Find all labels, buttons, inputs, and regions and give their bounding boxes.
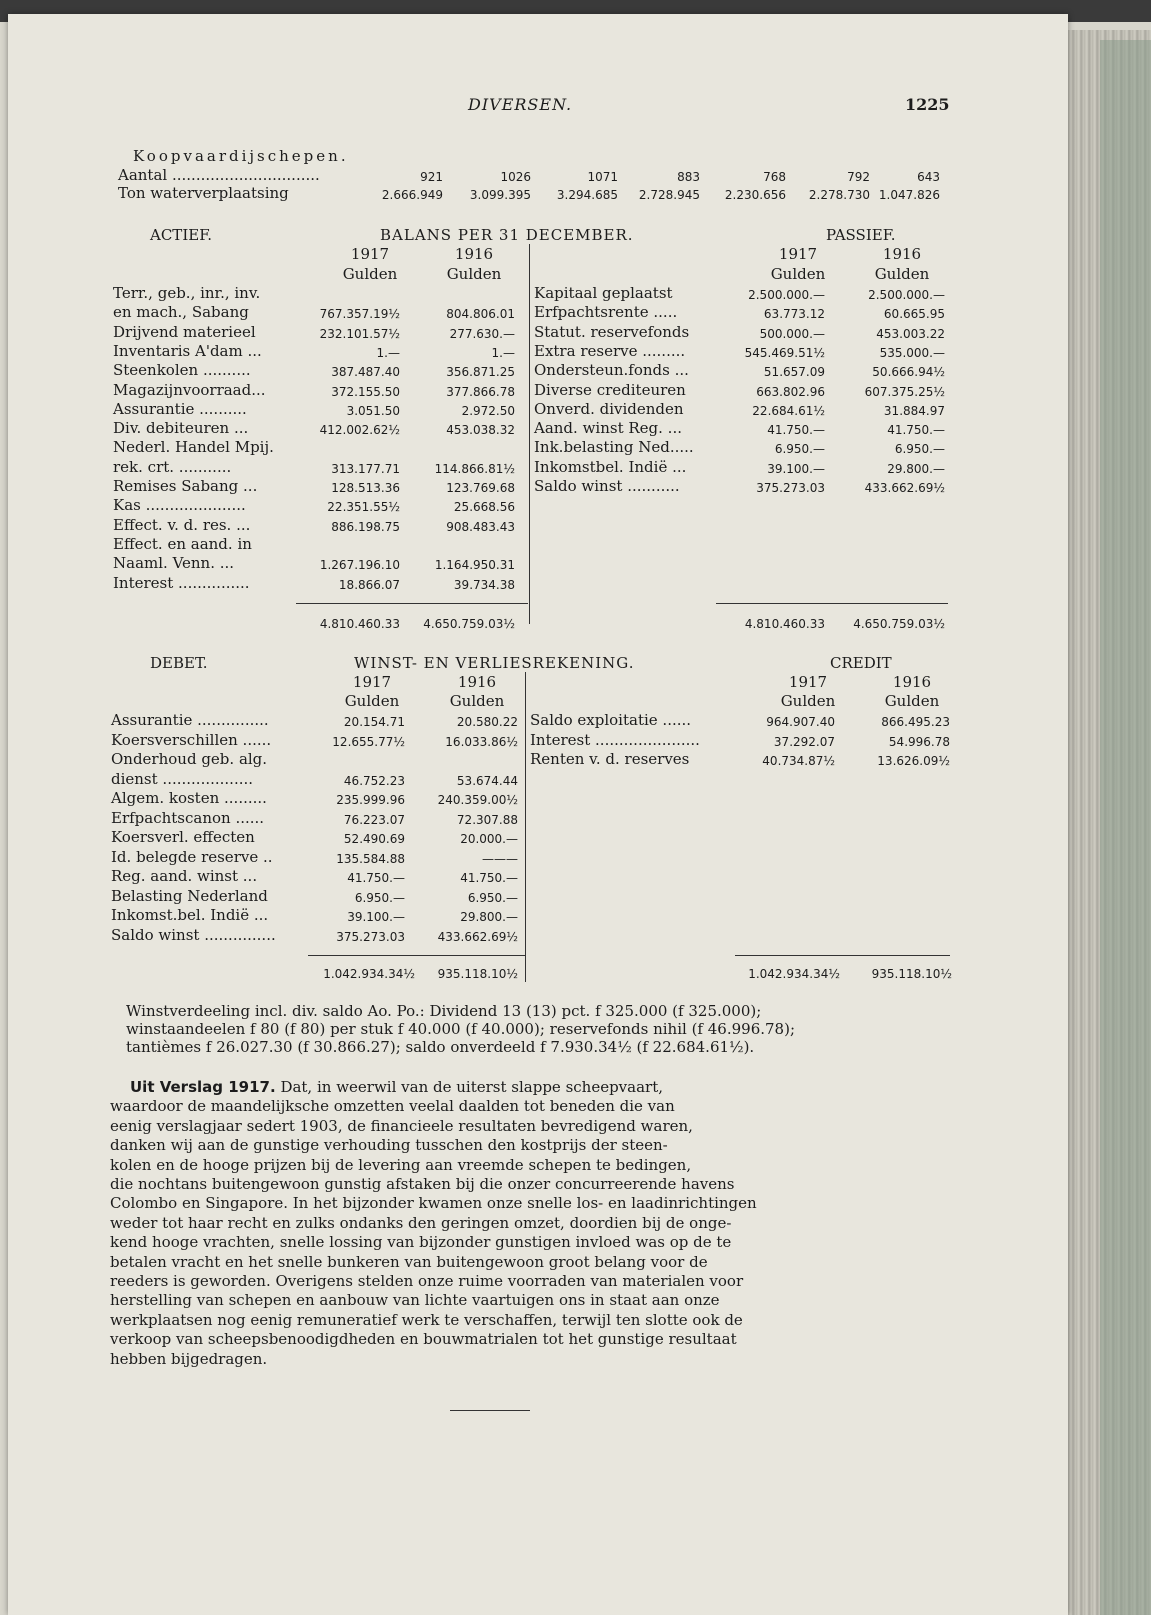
- asset-value-1916: 277.630.—: [449, 326, 515, 341]
- debit-label: Reg. aand. winst ...: [111, 867, 258, 885]
- asset-value-1916: 377.866.78: [446, 384, 515, 399]
- credit-value-1917: 37.292.07: [773, 734, 835, 749]
- balance-left-title: ACTIEF.: [150, 226, 213, 244]
- liability-value-1916: 60.665.95: [883, 307, 945, 322]
- credit-value-1917: 40.734.87½: [762, 754, 835, 768]
- asset-value-1916: 1.164.950.31: [434, 558, 515, 573]
- report-line: waardoor de maandelijksche omzetten veelal daalden tot beneden die van: [110, 1097, 675, 1116]
- liability-value-1917: 545.469.51½: [744, 345, 825, 360]
- debit-label: Belasting Nederland: [111, 886, 268, 905]
- asset-value-1917: 767.357.19½: [319, 307, 400, 322]
- liability-value-1917: 41.750.—: [767, 423, 825, 438]
- asset-value-1917: 886.198.75: [331, 519, 400, 534]
- asset-value-1916: 2.972.50: [461, 403, 515, 418]
- asset-label: Effect. en aand. in: [113, 534, 252, 553]
- asset-value-1917: 412.002.62½: [319, 423, 400, 438]
- debit-value-1916: 20.000.—: [460, 832, 518, 846]
- asset-value-1917: 18.866.07: [338, 577, 400, 592]
- ships-cell: 3.294.685: [556, 188, 618, 202]
- asset-value-1917: 1.—: [376, 345, 400, 360]
- liability-value-1916: 29.800.—: [887, 461, 945, 476]
- liability-value-1916: 41.750.—: [887, 423, 945, 438]
- ships-row-label: Aantal ...............................: [118, 166, 320, 184]
- ships-cell: 883: [677, 170, 700, 184]
- report-line: Colombo en Singapore. In het bijzonder kwamen onze snelle los- en laadinrichtingen: [110, 1194, 757, 1213]
- debit-value-1916: 29.800.—: [460, 910, 518, 924]
- ships-cell: 1.047.826: [878, 188, 940, 202]
- ships-cell: 2.278.730: [808, 188, 870, 202]
- debit-label: Onderhoud geb. alg.: [111, 750, 268, 768]
- liability-label: Diverse crediteuren: [534, 380, 686, 399]
- debit-value-1917: 41.750.—: [347, 871, 405, 885]
- liability-value-1917: 6.950.—: [774, 442, 825, 457]
- liability-value-1916: 535.000.—: [879, 345, 945, 360]
- ships-cell: 768: [763, 170, 786, 184]
- balance-unit-header: Gulden: [342, 265, 398, 283]
- report-line: herstelling van schepen en aanbouw van lichte vaartuigen ons in staat aan onze: [110, 1291, 720, 1310]
- book-spine-shadow: [1100, 40, 1151, 1615]
- asset-label: Div. debiteuren ...: [113, 419, 249, 438]
- asset-label: Interest ...............: [113, 573, 250, 592]
- debit-value-1917: 12.655.77½: [332, 734, 405, 749]
- report-line: kend hooge vrachten, snelle lossing van bijzonder gunstigen invloed was op de te: [110, 1233, 732, 1252]
- asset-value-1917: 1.267.196.10: [319, 558, 400, 573]
- debit-value-1917: 375.273.03: [336, 929, 405, 944]
- asset-label: Steenkolen ..........: [113, 361, 251, 380]
- credit-label: Saldo exploitatie ......: [530, 711, 692, 729]
- debit-label: dienst ...................: [111, 769, 254, 788]
- asset-value-1916: 39.734.38: [453, 577, 515, 592]
- debit-label: Inkomst.bel. Indië ...: [111, 906, 269, 924]
- liability-label: Saldo winst ...........: [534, 477, 680, 495]
- debit-value-1916: 433.662.69½: [437, 929, 518, 944]
- liabilities-total-rule: [716, 603, 948, 604]
- liability-label: Ondersteun.fonds ...: [534, 361, 689, 380]
- debit-value-1917: 235.999.96: [336, 793, 405, 807]
- credit-total-rule: [735, 955, 950, 956]
- report-line: hebben bijgedragen.: [110, 1349, 268, 1368]
- pl-year-header: 1917: [788, 673, 828, 691]
- liability-label: Onverd. dividenden: [534, 399, 684, 418]
- debit-label: Saldo winst ...............: [111, 925, 276, 944]
- credit-total-1917: 1.042.934.34½: [748, 967, 840, 981]
- liability-value-1916: 2.500.000.—: [868, 288, 945, 302]
- distribution-line: winstaandeelen f 80 (f 80) per stuk f 40.000 (f 40.000); reservefonds nihil (f 46.996.78);: [126, 1020, 796, 1038]
- ships-cell: 643: [917, 170, 940, 184]
- asset-value-1917: 313.177.71: [331, 461, 400, 476]
- assets-total-1916: 4.650.759.03½: [423, 617, 515, 631]
- liability-value-1917: 2.500.000.—: [748, 288, 825, 302]
- liability-value-1917: 39.100.—: [767, 461, 825, 476]
- asset-value-1916: 804.806.01: [446, 307, 515, 322]
- asset-value-1916: 453.038.32: [446, 423, 515, 438]
- balance-divider: [529, 244, 530, 624]
- asset-label: en mach., Sabang: [113, 303, 249, 322]
- debit-label: Algem. kosten .........: [111, 789, 267, 807]
- ships-cell: 1026: [500, 170, 531, 184]
- asset-label: Assurantie ..........: [113, 399, 247, 418]
- credit-value-1916: 54.996.78: [888, 734, 950, 749]
- ships-cell: 2.728.945: [638, 188, 700, 202]
- credit-total-1916: 935.118.10½: [871, 967, 952, 981]
- liability-label: Erfpachtsrente .....: [534, 303, 678, 322]
- balance-unit-header: Gulden: [446, 265, 502, 283]
- pl-unit-header: Gulden: [780, 692, 836, 710]
- debit-value-1917: 20.154.71: [343, 715, 405, 729]
- asset-value-1916: 1.—: [491, 345, 515, 360]
- pl-center-title: WINST- EN VERLIESREKENING.: [354, 654, 635, 672]
- liability-value-1916: 453.003.22: [876, 326, 945, 341]
- balance-year-header: 1916: [882, 245, 922, 263]
- liability-label: Kapitaal geplaatst: [534, 284, 673, 302]
- liability-label: Extra reserve .........: [534, 341, 686, 360]
- asset-label: Naaml. Venn. ...: [113, 554, 235, 573]
- debit-label: Koersverschillen ......: [111, 730, 272, 749]
- asset-label: Terr., geb., inr., inv.: [113, 284, 261, 302]
- report-line: werkplaatsen nog eenig remuneratief werk te verschaffen, terwijl ten slotte ook de: [110, 1310, 743, 1329]
- asset-label: rek. crt. ...........: [113, 457, 232, 476]
- asset-label: Nederl. Handel Mpij.: [113, 438, 274, 457]
- report-line: verkoop van scheepsbenoodigdheden en bouwmatrialen tot het gunstige resultaat: [110, 1330, 737, 1349]
- debit-value-1916: 16.033.86½: [445, 734, 518, 749]
- pl-year-header: 1916: [457, 673, 497, 691]
- ships-cell: 3.099.395: [469, 188, 531, 202]
- ships-cell: 2.666.949: [381, 188, 443, 202]
- ships-cell: 792: [847, 170, 870, 184]
- asset-value-1917: 128.513.36: [331, 481, 400, 495]
- liabilities-total-1917: 4.810.460.33: [744, 617, 825, 631]
- liability-value-1917: 63.773.12: [763, 307, 825, 322]
- report-lead: Uit Verslag 1917.: [130, 1078, 276, 1096]
- page-number: 1225: [905, 95, 950, 114]
- ships-cell: 2.230.656: [724, 188, 786, 202]
- liability-value-1916: 6.950.—: [894, 442, 945, 457]
- distribution-line: tantièmes f 26.027.30 (f 30.866.27); saldo onverdeeld f 7.930.34½ (f 22.684.61½).: [126, 1038, 755, 1056]
- liability-value-1917: 500.000.—: [759, 326, 825, 341]
- report-line: kolen en de hooge prijzen bij de levering aan vreemde schepen te bedingen,: [110, 1155, 692, 1174]
- ships-cell: 1071: [587, 170, 618, 184]
- debit-value-1916: ———: [482, 851, 518, 866]
- balance-unit-header: Gulden: [770, 265, 826, 283]
- asset-value-1916: 25.668.56: [453, 500, 515, 515]
- credit-value-1916: 866.495.23: [881, 715, 950, 729]
- report-line: danken wij aan de gunstige verhouding tusschen den kostprijs der steen-: [110, 1136, 668, 1155]
- distribution-line: Winstverdeeling incl. div. saldo Ao. Po.: Dividend 13 (13) pct. f 325.000 (f 325.000);: [126, 1002, 762, 1020]
- debit-label: Assurantie ...............: [111, 711, 269, 729]
- report-line: eenig verslagjaar sedert 1903, de financieele resultaten bevredigend waren,: [110, 1116, 693, 1135]
- asset-value-1917: 3.051.50: [346, 403, 400, 418]
- pl-unit-header: Gulden: [449, 692, 505, 710]
- ships-cell: 921: [420, 170, 443, 184]
- balance-right-title: PASSIEF.: [826, 226, 896, 244]
- credit-label: Interest ......................: [530, 730, 700, 749]
- pl-year-header: 1916: [892, 673, 932, 691]
- report-line: weder tot haar recht en zulks ondanks den geringen omzet, doordien bij de onge-: [110, 1213, 732, 1232]
- asset-label: Effect. v. d. res. ...: [113, 515, 251, 534]
- credit-label: Renten v. d. reserves: [530, 750, 690, 768]
- asset-label: Remises Sabang ...: [113, 477, 258, 495]
- pl-divider: [525, 672, 526, 982]
- report-first-line: [130, 1078, 663, 1096]
- liability-value-1917: 51.657.09: [763, 365, 825, 380]
- debit-value-1916: 6.950.—: [467, 890, 518, 905]
- credit-value-1917: 964.907.40: [766, 715, 835, 729]
- balance-unit-header: Gulden: [874, 265, 930, 283]
- liability-label: Aand. winst Reg. ...: [534, 419, 682, 438]
- asset-value-1917: 387.487.40: [331, 365, 400, 380]
- asset-value-1917: 232.101.57½: [319, 326, 400, 341]
- ships-row-label: Ton waterverplaatsing: [118, 184, 289, 202]
- pl-unit-header: Gulden: [344, 692, 400, 710]
- debit-label: Erfpachtscanon ......: [111, 808, 265, 827]
- assets-total-1917: 4.810.460.33: [319, 617, 400, 631]
- credit-value-1916: 13.626.09½: [877, 754, 950, 768]
- liability-value-1916: 607.375.25½: [864, 384, 945, 399]
- liability-value-1917: 22.684.61½: [752, 403, 825, 418]
- report-line: betalen vracht en het snelle bunkeren van buitengewoon groot belang voor de: [110, 1252, 708, 1271]
- liability-value-1917: 663.802.96: [756, 384, 825, 399]
- debit-total-rule: [308, 955, 526, 956]
- asset-value-1916: 908.483.43: [446, 519, 515, 534]
- debit-value-1916: 53.674.44: [456, 773, 518, 788]
- pl-year-header: 1917: [352, 673, 392, 691]
- asset-label: Drijvend materieel: [113, 322, 256, 341]
- debit-value-1917: 39.100.—: [347, 910, 405, 924]
- liability-value-1916: 31.884.97: [883, 403, 945, 418]
- debit-label: Id. belegde reserve ..: [111, 847, 273, 866]
- debit-value-1916: 72.307.88: [456, 812, 518, 827]
- debit-value-1917: 6.950.—: [354, 890, 405, 905]
- debit-value-1916: 20.580.22: [456, 715, 518, 729]
- debit-label: Koersverl. effecten: [111, 828, 255, 846]
- balance-year-header: 1917: [778, 245, 818, 263]
- balance-center-title: BALANS PER 31 DECEMBER.: [380, 226, 634, 244]
- asset-value-1916: 356.871.25: [446, 365, 515, 380]
- ships-title: Koopvaardijschepen.: [133, 147, 349, 165]
- debit-value-1917: 135.584.88: [336, 851, 405, 866]
- debit-value-1916: 41.750.—: [460, 871, 518, 885]
- report-line: Dat, in weerwil van de uiterst slappe scheepvaart,: [275, 1078, 664, 1096]
- pl-left-title: DEBET.: [150, 654, 208, 672]
- liability-value-1917: 375.273.03: [756, 481, 825, 495]
- asset-value-1916: 123.769.68: [446, 481, 515, 495]
- debit-value-1917: 46.752.23: [343, 773, 405, 788]
- pl-right-title: CREDIT: [830, 654, 892, 672]
- liability-label: Inkomstbel. Indië ...: [534, 457, 687, 476]
- asset-value-1917: 22.351.55½: [327, 500, 400, 515]
- running-header: DIVERSEN.: [468, 95, 573, 114]
- end-rule: [450, 1410, 530, 1411]
- asset-value-1916: 114.866.81½: [434, 461, 515, 476]
- liability-label: Ink.belasting Ned.....: [534, 438, 694, 457]
- report-line: reeders is geworden. Overigens stelden onze ruime voorraden van materialen voor: [110, 1272, 744, 1290]
- debit-total-1917: 1.042.934.34½: [323, 967, 415, 981]
- liability-value-1916: 50.666.94½: [872, 365, 945, 380]
- liability-value-1916: 433.662.69½: [864, 481, 945, 495]
- debit-total-1916: 935.118.10½: [437, 967, 518, 981]
- balance-year-header: 1917: [350, 245, 390, 263]
- asset-label: Kas .....................: [113, 496, 246, 515]
- asset-value-1917: 372.155.50: [331, 384, 400, 399]
- debit-value-1917: 52.490.69: [343, 832, 405, 846]
- liabilities-total-1916: 4.650.759.03½: [853, 617, 945, 631]
- asset-label: Magazijnvoorraad...: [113, 380, 266, 399]
- liability-label: Statut. reservefonds: [534, 322, 690, 341]
- balance-year-header: 1916: [454, 245, 494, 263]
- report-line: die nochtans buitengewoon gunstig afstaken bij die onzer concurreerende havens: [110, 1175, 735, 1193]
- debit-value-1917: 76.223.07: [343, 812, 405, 827]
- pl-unit-header: Gulden: [884, 692, 940, 710]
- debit-value-1916: 240.359.00½: [437, 793, 518, 807]
- assets-total-rule: [296, 603, 528, 604]
- asset-label: Inventaris A'dam ...: [113, 341, 262, 360]
